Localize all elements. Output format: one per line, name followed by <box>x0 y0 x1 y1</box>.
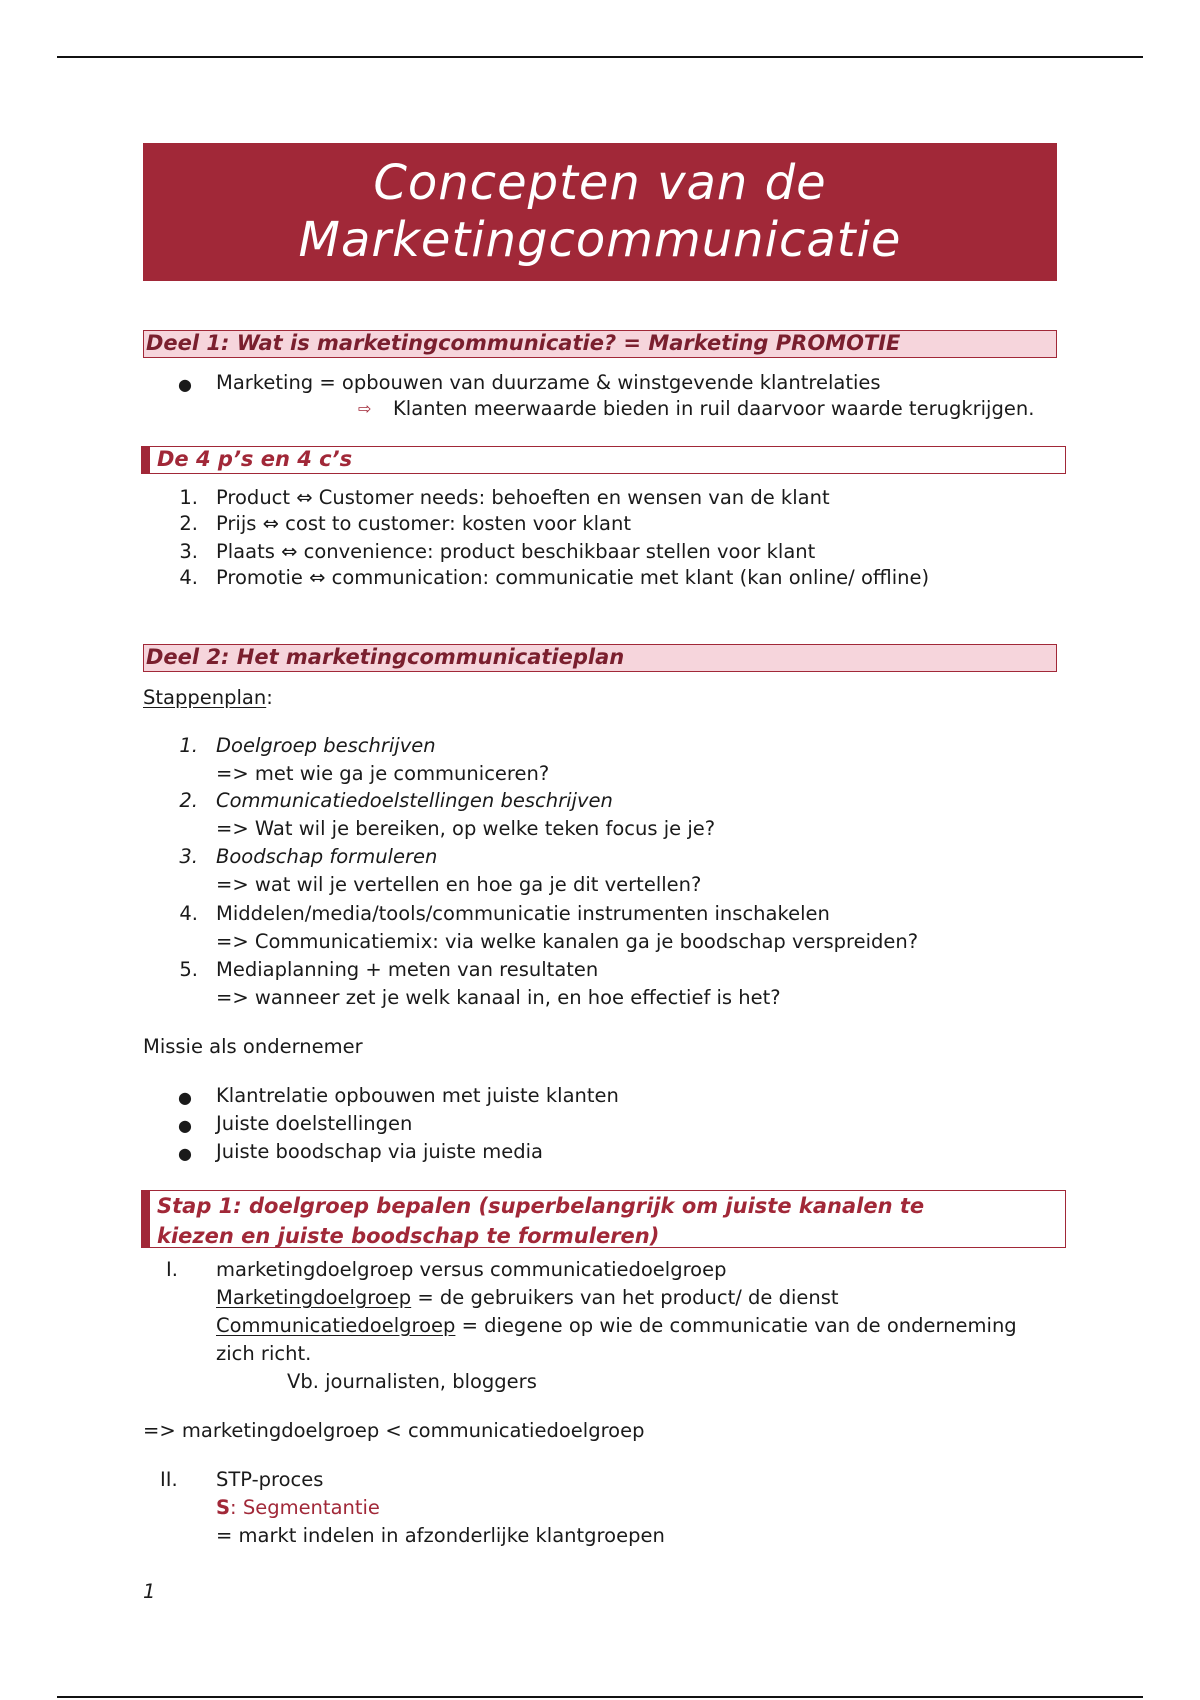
step-sub: => met wie ga je communiceren? <box>216 762 550 785</box>
document-title <box>143 143 1057 281</box>
arrow-icon: ⇨ <box>358 399 372 418</box>
deel1-arrow-text: Klanten meerwaarde bieden in ruil daarvoor waarde terugkrijgen. <box>393 397 1035 420</box>
heading-stap-1 <box>141 1190 1066 1248</box>
bullet-dot: ● <box>178 1144 192 1163</box>
segmentatie-label <box>216 1496 380 1520</box>
list-item: Prijs ⇔ cost to customer: kosten voor klant <box>216 512 632 535</box>
bottom-rule <box>57 1696 1143 1698</box>
step-title: Mediaplanning + meten van resultaten <box>216 958 599 981</box>
missie-label: Missie als ondernemer <box>143 1035 363 1058</box>
list-number: 3. <box>179 540 198 563</box>
roman-numeral: II. <box>160 1468 178 1491</box>
deel1-bullet-text: Marketing = opbouwen van duurzame & winstgevende klantrelaties <box>216 371 881 394</box>
title-line-2: Marketingcommunicatie <box>298 212 902 268</box>
communicatiedoelgroep-text: = diegene op wie de communicatie van de onderneming <box>455 1314 1017 1337</box>
list-item: Promotie ⇔ communication: communicatie met klant (kan online/ offline) <box>216 566 930 589</box>
step-sub: => wanneer zet je welk kanaal in, en hoe effectief is het? <box>216 986 781 1009</box>
segmentatie-def: = markt indelen in afzonderlijke klantgroepen <box>216 1524 665 1547</box>
step-number: 5. <box>179 958 198 981</box>
bullet-dot: ● <box>178 1116 192 1135</box>
communicatiedoelgroep-text-2: zich richt. <box>216 1342 312 1365</box>
step-sub: => Communicatiemix: via welke kanalen ga je boodschap verspreiden? <box>216 930 919 953</box>
communicatiedoelgroep-def <box>216 1314 1017 1338</box>
missie-bullet: Juiste boodschap via juiste media <box>216 1140 543 1163</box>
heading-deel-1: Deel 1: Wat is marketingcommunicatie? = Marketing PROMOTIE <box>143 330 1057 358</box>
step-sub: => Wat wil je bereiken, op welke teken focus je je? <box>216 817 716 840</box>
step-title: Communicatiedoelstellingen beschrijven <box>216 789 613 812</box>
marketingdoelgroep-term: Marketingdoelgroep <box>216 1286 412 1309</box>
heading-4ps-4cs: De 4 p’s en 4 c’s <box>141 446 1066 474</box>
step-number: 3. <box>179 845 198 868</box>
marketingdoelgroep-text: = de gebruikers van het product/ de dienst <box>411 1286 839 1309</box>
roman-numeral: I. <box>166 1258 178 1281</box>
step-title: Doelgroep beschrijven <box>216 734 436 757</box>
s-letter: S <box>216 1496 231 1519</box>
top-rule <box>57 56 1143 58</box>
item-title: STP-proces <box>216 1468 324 1491</box>
step-number: 4. <box>179 902 198 925</box>
step-number: 1. <box>179 734 198 757</box>
stappenplan-label <box>143 686 273 710</box>
heading-stap-1-line-1: Stap 1: doelgroep bepalen (superbelangrijk om juiste kanalen te <box>157 1194 925 1218</box>
bullet-dot: ● <box>178 1088 192 1107</box>
step-number: 2. <box>179 789 198 812</box>
list-item: Plaats ⇔ convenience: product beschikbaar stellen voor klant <box>216 540 816 563</box>
title-line-1: Concepten van de <box>373 155 827 211</box>
stappenplan-colon: : <box>266 686 273 709</box>
heading-stap-1-line-2: kiezen en juiste boodschap te formuleren) <box>157 1224 660 1248</box>
item-title: marketingdoelgroep versus communicatiedoelgroep <box>216 1258 727 1281</box>
segmentatie-text: : Segmentantie <box>230 1496 380 1519</box>
list-number: 4. <box>179 566 198 589</box>
page-number: 1 <box>143 1580 156 1603</box>
comparison-text: => marketingdoelgroep < communicatiedoelgroep <box>143 1419 645 1442</box>
missie-bullet: Juiste doelstellingen <box>216 1112 413 1135</box>
list-item: Product ⇔ Customer needs: behoeften en wensen van de klant <box>216 486 830 509</box>
communicatiedoelgroep-term: Communicatiedoelgroep <box>216 1314 456 1337</box>
step-sub: => wat wil je vertellen en hoe ga je dit vertellen? <box>216 873 702 896</box>
list-number: 1. <box>179 486 198 509</box>
marketingdoelgroep-def <box>216 1286 839 1310</box>
heading-deel-2: Deel 2: Het marketingcommunicatieplan <box>143 644 1057 672</box>
bullet-dot: ● <box>178 375 192 394</box>
missie-bullet: Klantrelatie opbouwen met juiste klanten <box>216 1084 619 1107</box>
stappenplan-underlined: Stappenplan <box>143 686 267 709</box>
step-title: Middelen/media/tools/communicatie instrumenten inschakelen <box>216 902 830 925</box>
list-number: 2. <box>179 512 198 535</box>
step-title: Boodschap formuleren <box>216 845 438 868</box>
example-text: Vb. journalisten, bloggers <box>287 1370 537 1393</box>
